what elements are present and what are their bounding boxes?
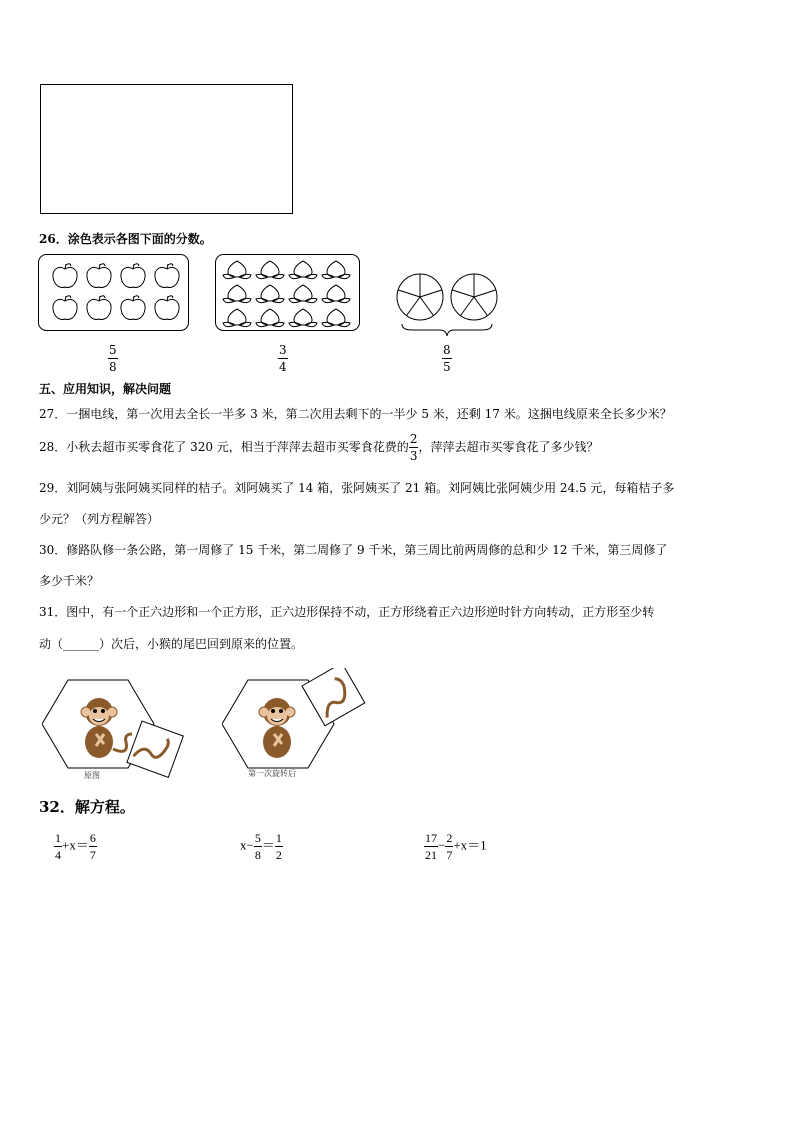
q28-text: 28．小秋去超市买零食花了 320 元，相当于萍萍去超市买零食花费的 $\frac{2}{3}$ ，萍萍去超市买零食花了多少钱？ — [39, 432, 599, 463]
q31-line1: 31．图中，有一个正六边形和一个正方形，正六边形保持不动，正方形绕着正六边形逆时针方向转动，正方形至少转 — [39, 605, 655, 619]
q30-line2: 多少千米？ — [39, 574, 100, 588]
q32-title: 32．解方程。 — [39, 798, 135, 816]
q31-line2: 动（______）次后，小猴的尾巴回到原来的位置。 — [39, 637, 304, 651]
q29-line2: 少元？（列方程解答） — [39, 512, 160, 526]
q26-text: 26．涂色表示各图下面的分数。 — [39, 232, 212, 246]
answer-box — [40, 84, 293, 214]
circles-figure — [392, 272, 500, 338]
fraction-apples: $\frac{5}{8}$ — [109, 343, 117, 374]
q28-fraction: $\frac{2}{3}$ — [409, 432, 418, 463]
equation-3: $\frac{17}{21}$ − $\frac{2}{7}$ +x＝1 — [425, 831, 487, 862]
q30-line1: 30．修路队修一条公路，第一周修了 15 千米，第二周修了 9 千米，第三周比前两周修的总和少 12 千米，第三周修了 — [39, 543, 668, 557]
hexagon-figure-rotated — [222, 668, 382, 772]
fraction-peaches: $\frac{3}{4}$ — [279, 343, 287, 374]
caption-original: 原图 — [84, 771, 100, 780]
q29-line1: 29．刘阿姨与张阿姨买同样的桔子。刘阿姨买了 14 箱，张阿姨买了 21 箱。刘阿姨比张阿姨少用 24.5 元，每箱桔子多 — [39, 481, 675, 495]
section-heading: 五、应用知识，解决问题 — [39, 382, 172, 396]
q27-text: 27．一捆电线，第一次用去全长一半多 3 米，第二次用去剩下的一半少 5 米，还剩 17 米。这捆电线原来全长多少米？ — [39, 407, 672, 421]
apple-box — [38, 254, 190, 332]
caption-rotated: 第一次旋转后 — [248, 769, 296, 778]
peach-box — [215, 254, 361, 332]
hexagon-figure-original — [42, 676, 192, 778]
equation-2: x− $\frac{5}{8}$ ＝ $\frac{1}{2}$ — [240, 831, 282, 862]
equation-1: $\frac{1}{4}$ +x＝ $\frac{6}{7}$ — [55, 831, 96, 862]
fraction-circles: $\frac{8}{5}$ — [443, 343, 451, 374]
